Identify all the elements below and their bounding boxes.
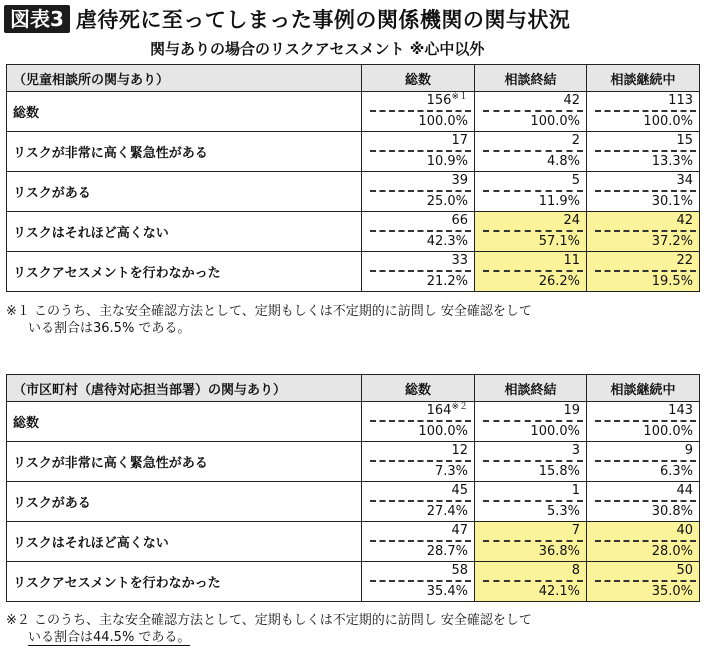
value-cell	[475, 402, 587, 442]
count-number: 45	[451, 483, 468, 498]
count-value	[595, 212, 696, 232]
count-value	[595, 482, 696, 502]
count-value	[483, 172, 583, 192]
value-cell	[362, 442, 475, 482]
percent-value: 42.1%	[538, 584, 580, 599]
footnote-2-line2-text: いる割合は44.5% である。	[28, 630, 191, 645]
count-number: 47	[451, 523, 468, 538]
value-cell	[587, 562, 700, 602]
footnote-marker: ※２	[451, 402, 468, 412]
count-value	[595, 172, 696, 192]
footnote-1	[6, 303, 696, 337]
header-ongoing: 相談継続中	[587, 65, 700, 92]
header-ongoing: 相談継続中	[587, 375, 700, 402]
percent-value: 5.3%	[546, 504, 580, 519]
percent-value: 6.3%	[659, 464, 693, 479]
footnote-1-line2: いる割合は36.5% である。	[28, 321, 191, 336]
row-label: 総数	[7, 92, 362, 132]
count-value	[595, 252, 696, 272]
header-total: 総数	[362, 375, 475, 402]
count-value	[483, 252, 583, 272]
value-cell	[362, 172, 475, 212]
value-cell	[587, 252, 700, 292]
percent-value: 10.9%	[426, 154, 468, 169]
header-category: （市区町村（虐待対応担当部署）の関与あり）	[7, 375, 362, 402]
count-number: 2	[571, 133, 580, 148]
value-cell	[587, 172, 700, 212]
count-value	[483, 132, 583, 152]
count-value	[483, 92, 583, 112]
table-row	[7, 132, 700, 172]
count-number: 19	[563, 403, 580, 418]
count-number: 164	[426, 403, 452, 418]
count-number: 66	[451, 213, 468, 228]
value-cell	[475, 92, 587, 132]
percent-value: 35.0%	[651, 584, 693, 599]
count-number: 50	[676, 563, 693, 578]
title-row	[4, 4, 570, 34]
count-number: 39	[451, 173, 468, 188]
value-cell	[475, 482, 587, 522]
table-municipality	[6, 374, 700, 602]
count-value	[370, 402, 471, 422]
percent-value: 26.2%	[538, 274, 580, 289]
count-value	[370, 522, 471, 542]
table-header-row	[7, 375, 700, 402]
percent-value: 35.4%	[426, 584, 468, 599]
count-value	[370, 172, 471, 192]
table-row	[7, 562, 700, 602]
footnote-marker: ※１	[451, 92, 468, 102]
row-label: リスクが非常に高く緊急性がある	[7, 442, 362, 482]
value-cell	[587, 212, 700, 252]
percent-value: 27.4%	[426, 504, 468, 519]
table-row	[7, 92, 700, 132]
count-value	[370, 482, 471, 502]
table-row	[7, 482, 700, 522]
count-number: 15	[676, 133, 693, 148]
percent-value: 100.0%	[418, 424, 468, 439]
percent-value: 42.3%	[426, 234, 468, 249]
row-label: リスクはそれほど高くない	[7, 522, 362, 562]
percent-value: 7.3%	[434, 464, 468, 479]
count-number: 42	[563, 93, 580, 108]
value-cell	[362, 402, 475, 442]
count-number: 113	[668, 93, 693, 108]
header-total: 総数	[362, 65, 475, 92]
value-cell	[362, 132, 475, 172]
percent-value: 30.1%	[651, 194, 693, 209]
row-label: リスクがある	[7, 172, 362, 212]
row-label: リスクアセスメントを行わなかった	[7, 562, 362, 602]
count-number: 40	[676, 523, 693, 538]
percent-value: 100.0%	[643, 424, 693, 439]
percent-value: 28.0%	[651, 544, 693, 559]
value-cell	[362, 522, 475, 562]
count-number: 24	[563, 213, 580, 228]
count-value	[370, 132, 471, 152]
count-number: 44	[676, 483, 693, 498]
value-cell	[475, 442, 587, 482]
count-number: 8	[571, 563, 580, 578]
count-value	[483, 442, 583, 462]
count-value	[370, 562, 471, 582]
count-number: 42	[676, 213, 693, 228]
value-cell	[475, 132, 587, 172]
header-closed: 相談終結	[475, 65, 587, 92]
count-value	[483, 562, 583, 582]
table-row	[7, 522, 700, 562]
count-number: 143	[668, 403, 693, 418]
value-cell	[362, 92, 475, 132]
count-value	[483, 212, 583, 232]
value-cell	[587, 402, 700, 442]
count-value	[595, 442, 696, 462]
count-value	[595, 522, 696, 542]
percent-value: 28.7%	[426, 544, 468, 559]
count-value	[483, 482, 583, 502]
percent-value: 25.0%	[426, 194, 468, 209]
value-cell	[587, 482, 700, 522]
footnote-1-line1: ※１ このうち、主な安全確認方法として、定期もしくは不定期的に訪問し 安全確認をして	[6, 304, 532, 319]
page-title: 虐待死に至ってしまった事例の関係機関の関与状況	[75, 8, 571, 32]
percent-value: 100.0%	[643, 114, 693, 129]
value-cell	[587, 132, 700, 172]
count-number: 22	[676, 253, 693, 268]
count-value	[595, 132, 696, 152]
percent-value: 36.8%	[538, 544, 580, 559]
value-cell	[475, 172, 587, 212]
table-row	[7, 252, 700, 292]
table-header-row	[7, 65, 700, 92]
value-cell	[587, 92, 700, 132]
footnote-2-line1: ※２ このうち、主な安全確認方法として、定期もしくは不定期的に訪問し 安全確認をして	[6, 613, 532, 628]
row-label: 総数	[7, 402, 362, 442]
row-label: リスクが非常に高く緊急性がある	[7, 132, 362, 172]
percent-value: 13.3%	[651, 154, 693, 169]
table-row	[7, 212, 700, 252]
count-number: 3	[571, 443, 580, 458]
count-number: 9	[684, 443, 693, 458]
table-row	[7, 172, 700, 212]
value-cell	[475, 522, 587, 562]
value-cell	[475, 562, 587, 602]
count-number: 5	[571, 173, 580, 188]
count-number: 1	[571, 483, 580, 498]
percent-value: 19.5%	[651, 274, 693, 289]
page-subtitle: 関与ありの場合のリスクアセスメント ※心中以外	[150, 40, 485, 58]
value-cell	[587, 522, 700, 562]
count-number: 11	[563, 253, 580, 268]
value-cell	[587, 442, 700, 482]
table-child-guidance-center	[6, 64, 700, 292]
percent-value: 37.2%	[651, 234, 693, 249]
value-cell	[362, 252, 475, 292]
percent-value: 21.2%	[426, 274, 468, 289]
count-value	[483, 402, 583, 422]
header-category: （児童相談所の関与あり）	[7, 65, 362, 92]
count-number: 12	[451, 443, 468, 458]
percent-value: 30.8%	[651, 504, 693, 519]
count-value	[370, 92, 471, 112]
footnote-2-line2	[6, 629, 696, 646]
percent-value: 100.0%	[530, 424, 580, 439]
count-value	[370, 252, 471, 272]
percent-value: 15.8%	[538, 464, 580, 479]
percent-value: 57.1%	[538, 234, 580, 249]
count-value	[595, 402, 696, 422]
percent-value: 4.8%	[546, 154, 580, 169]
row-label: リスクがある	[7, 482, 362, 522]
row-label: リスクはそれほど高くない	[7, 212, 362, 252]
percent-value: 11.9%	[538, 194, 580, 209]
count-value	[483, 522, 583, 542]
value-cell	[475, 212, 587, 252]
percent-value: 100.0%	[418, 114, 468, 129]
count-number: 7	[571, 523, 580, 538]
count-number: 33	[451, 253, 468, 268]
count-value	[595, 92, 696, 112]
percent-value: 100.0%	[530, 114, 580, 129]
header-closed: 相談終結	[475, 375, 587, 402]
table-row	[7, 442, 700, 482]
count-number: 156	[426, 93, 452, 108]
value-cell	[475, 252, 587, 292]
row-label: リスクアセスメントを行わなかった	[7, 252, 362, 292]
count-number: 17	[451, 133, 468, 148]
count-value	[370, 212, 471, 232]
value-cell	[362, 562, 475, 602]
value-cell	[362, 482, 475, 522]
count-value	[370, 442, 471, 462]
count-number: 58	[451, 563, 468, 578]
count-value	[595, 562, 696, 582]
figure-badge: 図表3	[4, 5, 70, 33]
value-cell	[362, 212, 475, 252]
count-number: 34	[676, 173, 693, 188]
table-row	[7, 402, 700, 442]
footnote-2	[6, 612, 696, 646]
